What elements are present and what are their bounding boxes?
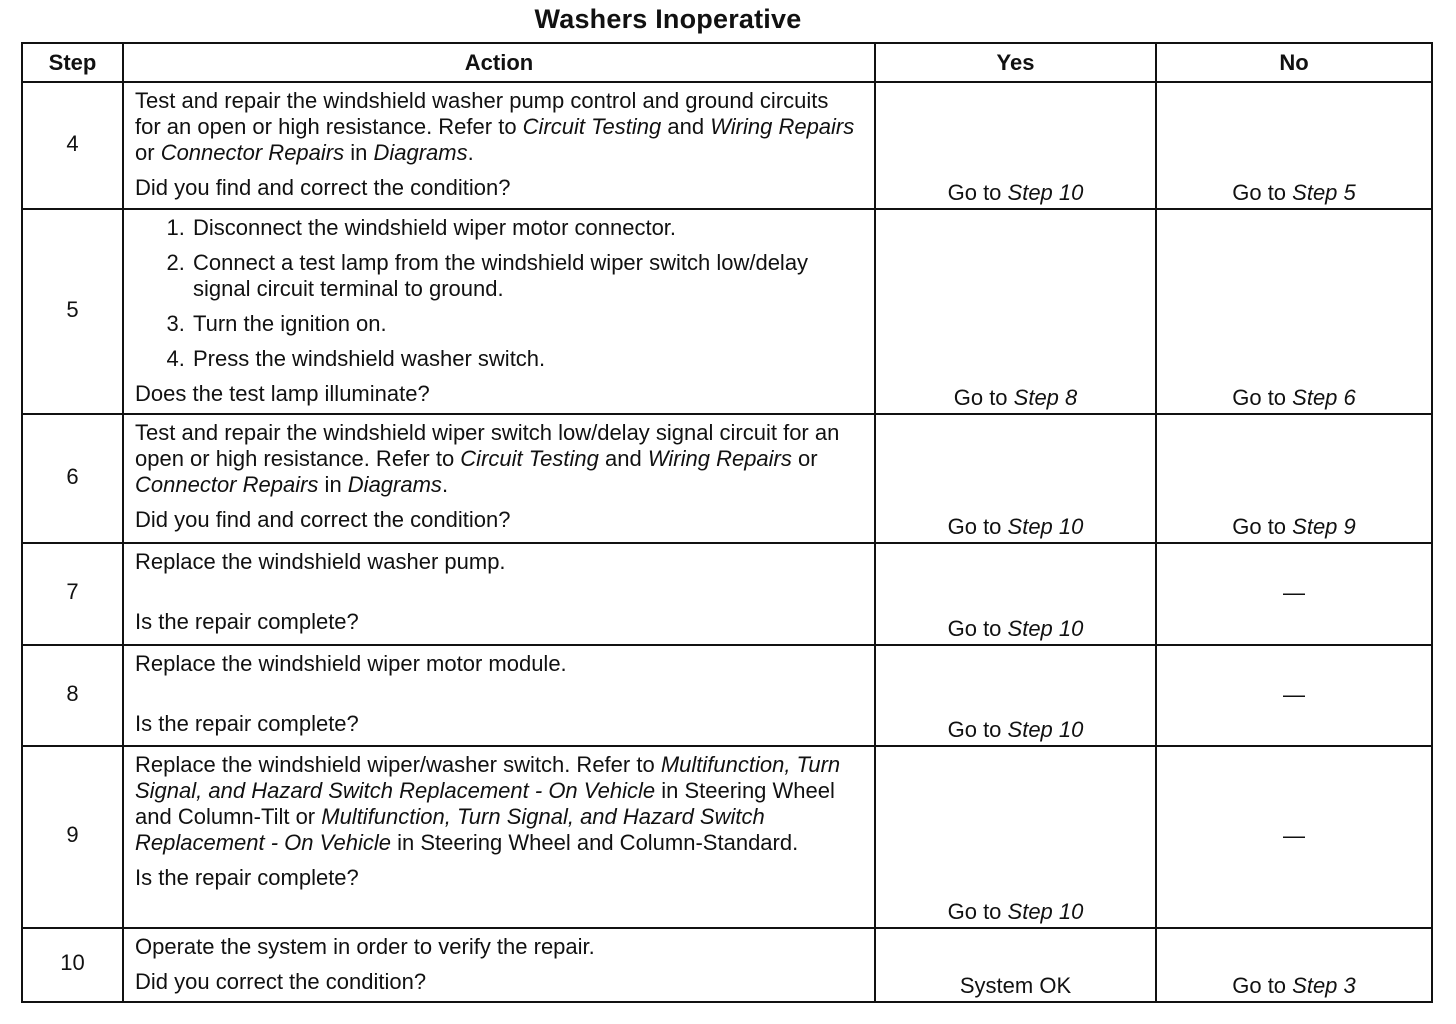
table-row: [22, 82, 1432, 209]
goto-prefix: Go to: [1232, 180, 1293, 205]
goto-target-link[interactable]: Step 5: [1292, 180, 1356, 205]
action-text: Replace the windshield wiper motor module.: [135, 651, 567, 676]
no-action-dash: —: [1283, 823, 1305, 848]
header-no: No: [1156, 43, 1432, 82]
action-cell: [123, 414, 875, 543]
action-paragraph: [135, 934, 860, 960]
table-body: [22, 82, 1432, 1002]
result-yes-cell: [875, 928, 1156, 1002]
action-paragraph: [135, 420, 860, 498]
header-action: Action: [123, 43, 875, 82]
reference-text: Multifunction, Turn Signal, and Hazard Switch Replacement - On Vehicle: [135, 804, 765, 855]
result-yes-cell: [875, 82, 1156, 209]
step-question: Did you find and correct the condition?: [135, 175, 511, 200]
goto-prefix: Go to: [947, 616, 1008, 641]
goto-prefix: Go to: [947, 717, 1008, 742]
action-text: in Steering Wheel and Column-Standard.: [390, 830, 799, 855]
sub-step-item: 1. Disconnect the windshield wiper motor connector.: [191, 215, 860, 241]
header-yes: Yes: [875, 43, 1156, 82]
reference-text: Wiring Repairs: [710, 114, 855, 139]
action-text: .: [441, 472, 449, 497]
step-question: Did you find and correct the condition?: [135, 507, 511, 532]
result-yes-cell: [875, 414, 1156, 543]
result-yes-cell: [875, 543, 1156, 645]
goto-target-link[interactable]: Step 10: [1007, 616, 1084, 641]
step-question: Is the repair complete?: [135, 609, 359, 634]
table-row: [22, 645, 1432, 746]
goto-target-link[interactable]: Step 8: [1013, 385, 1078, 410]
table-row: [22, 209, 1432, 414]
action-cell: [123, 928, 875, 1002]
reference-text: Circuit Testing: [522, 114, 662, 139]
action-text: in: [344, 140, 374, 165]
goto-prefix: Go to: [953, 385, 1014, 410]
step-question: Is the repair complete?: [135, 711, 359, 736]
action-text: and: [598, 446, 648, 471]
result-yes-cell: [875, 209, 1156, 414]
action-cell: [123, 746, 875, 928]
step-number: 6: [22, 414, 123, 543]
step-question: Does the test lamp illuminate?: [135, 381, 430, 406]
step-question: Is the repair complete?: [135, 865, 359, 890]
goto-target-link[interactable]: Step 10: [1007, 514, 1084, 539]
action-text: or: [791, 446, 818, 471]
action-cell: [123, 209, 875, 414]
action-text: in Steering Wheel and Column-Tilt or: [135, 778, 835, 829]
result-yes-cell: [875, 645, 1156, 746]
result-no-cell: [1156, 209, 1432, 414]
no-action-dash: —: [1283, 681, 1305, 707]
action-text: Replace the windshield washer pump.: [135, 549, 506, 574]
goto-target-link[interactable]: Step 9: [1292, 514, 1356, 539]
action-text: in: [318, 472, 348, 497]
action-paragraph: [135, 88, 860, 166]
result-no-cell: [1156, 645, 1432, 746]
goto-target-link[interactable]: Step 10: [1007, 180, 1084, 205]
action-cell: [123, 543, 875, 645]
action-cell: [123, 82, 875, 209]
goto-target-link[interactable]: Step 3: [1292, 973, 1356, 998]
reference-text: Wiring Repairs: [647, 446, 792, 471]
step-number: 10: [22, 928, 123, 1002]
table-row: [22, 928, 1432, 1002]
goto-prefix: Go to: [947, 514, 1008, 539]
reference-text: Connector Repairs: [160, 140, 345, 165]
reference-text: Diagrams: [373, 140, 468, 165]
action-text: or: [135, 140, 161, 165]
result-yes-cell: [875, 746, 1156, 928]
action-text: and: [661, 114, 711, 139]
result-text: System OK: [959, 973, 1072, 998]
action-text: Test and repair the windshield wiper switch low/delay signal circuit for an open or high resistance. Refer to: [135, 420, 840, 471]
goto-prefix: Go to: [1232, 385, 1293, 410]
reference-text: Connector Repairs: [135, 472, 319, 497]
diagnostic-table: [21, 42, 1433, 1003]
goto-target-link[interactable]: Step 6: [1292, 385, 1356, 410]
action-paragraph: [135, 752, 860, 856]
reference-text: Circuit Testing: [460, 446, 599, 471]
header-step: Step: [22, 43, 123, 82]
action-text: Operate the system in order to verify the repair.: [135, 934, 595, 959]
action-text: Replace the windshield wiper/washer switch. Refer to: [135, 752, 661, 777]
reference-text: Multifunction, Turn Signal, and Hazard Switch Replacement - On Vehicle: [135, 752, 841, 803]
goto-prefix: Go to: [1232, 973, 1293, 998]
result-no-cell: [1156, 414, 1432, 543]
sub-step-item: 3. Turn the ignition on.: [191, 311, 860, 337]
result-no-cell: [1156, 543, 1432, 645]
step-number: 9: [22, 746, 123, 928]
sub-step-item: 2. Connect a test lamp from the windshield wiper switch low/delay signal circuit terminal to ground.: [191, 250, 860, 302]
step-number: 4: [22, 82, 123, 209]
goto-target-link[interactable]: Step 10: [1007, 717, 1084, 742]
result-no-cell: [1156, 746, 1432, 928]
result-no-cell: [1156, 82, 1432, 209]
step-question: Did you correct the condition?: [135, 969, 427, 994]
goto-target-link[interactable]: Step 10: [1007, 899, 1084, 924]
action-cell: [123, 645, 875, 746]
result-no-cell: [1156, 928, 1432, 1002]
table-row: [22, 746, 1432, 928]
action-paragraph: [135, 651, 860, 677]
page-title: Washers Inoperative: [534, 4, 802, 34]
table-row: [22, 414, 1432, 543]
step-number: 8: [22, 645, 123, 746]
action-text: Test and repair the windshield washer pump control and ground circuits for an open or high resistance. Refer to: [135, 88, 829, 139]
table-row: [22, 543, 1432, 645]
goto-prefix: Go to: [947, 180, 1008, 205]
goto-prefix: Go to: [1232, 514, 1293, 539]
sub-step-item: 4. Press the windshield washer switch.: [191, 346, 860, 372]
no-action-dash: —: [1283, 580, 1305, 605]
sub-step-list: [135, 215, 860, 372]
goto-prefix: Go to: [947, 899, 1008, 924]
reference-text: Diagrams: [347, 472, 442, 497]
step-number: 7: [22, 543, 123, 645]
action-text: .: [467, 140, 474, 165]
action-paragraph: [135, 549, 860, 575]
step-number: 5: [22, 209, 123, 414]
table-header-row: [22, 43, 1432, 82]
